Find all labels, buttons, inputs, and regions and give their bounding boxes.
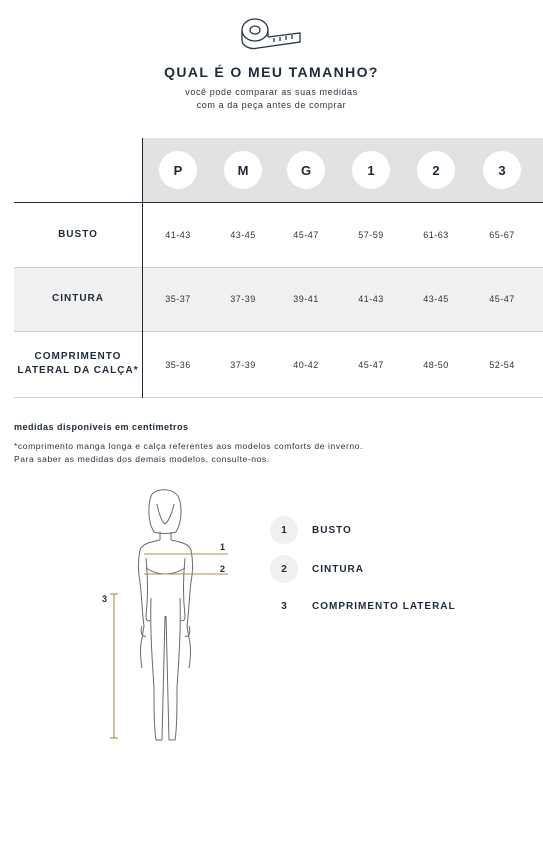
- row-label-busto: BUSTO: [58, 229, 98, 240]
- notes: [14, 422, 534, 466]
- legend-number: 1: [270, 516, 298, 544]
- body-figure-illustration: [96, 488, 246, 750]
- subtitle-line-2: com a da peça antes de comprar: [196, 100, 347, 110]
- page-title: QUAL É O MEU TAMANHO?: [164, 64, 379, 80]
- table-header-divider: [14, 202, 543, 203]
- bust-marker: 1: [220, 542, 226, 552]
- table-cell: 37-39: [230, 294, 256, 304]
- size-header-3: 3: [483, 151, 521, 189]
- size-header-p: P: [159, 151, 197, 189]
- page-subtitle: [0, 86, 543, 112]
- table-cell: 37-39: [230, 360, 256, 370]
- legend-label: COMPRIMENTO LATERAL: [312, 600, 456, 612]
- table-cell: 45-47: [489, 294, 515, 304]
- row-label-comprimento: [14, 350, 142, 378]
- legend-label: CINTURA: [312, 563, 364, 575]
- size-header-g: G: [287, 151, 325, 189]
- waist-marker: 2: [220, 564, 226, 574]
- row-label-cintura: CINTURA: [52, 293, 104, 304]
- legend-item-cintura: [270, 555, 364, 583]
- table-cell: 39-41: [293, 294, 319, 304]
- table-cell: 52-54: [489, 360, 515, 370]
- subtitle-line-1: você pode comparar as suas medidas: [185, 87, 358, 97]
- size-header-m: M: [224, 151, 262, 189]
- notes-text: [14, 440, 534, 466]
- row-label-line-2: LATERAL DA CALÇA*: [17, 365, 139, 376]
- notes-title: medidas disponiveis em centimetros: [14, 422, 189, 432]
- table-cell: 65-67: [489, 230, 515, 240]
- legend-label: BUSTO: [312, 524, 352, 536]
- table-cell: 40-42: [293, 360, 319, 370]
- table-cell: 35-36: [165, 360, 191, 370]
- table-row-cintura: [14, 268, 543, 332]
- notes-line-1: *comprimento manga longa e calça referentes aos modelos comforts de inverno.: [14, 441, 363, 451]
- table-cell: 41-43: [165, 230, 191, 240]
- measuring-tape-icon: [238, 16, 304, 52]
- table-column-divider: [142, 138, 143, 398]
- table-cell: 43-45: [230, 230, 256, 240]
- table-cell: 48-50: [423, 360, 449, 370]
- legend-item-busto: [270, 516, 352, 544]
- table-cell: 35-37: [165, 294, 191, 304]
- table-cell: 45-47: [358, 360, 384, 370]
- table-cell: 43-45: [423, 294, 449, 304]
- legend-number: 3: [281, 600, 287, 612]
- legend-number: 2: [270, 555, 298, 583]
- table-cell: 41-43: [358, 294, 384, 304]
- row-label-line-1: COMPRIMENTO: [34, 351, 122, 362]
- size-header-2: 2: [417, 151, 455, 189]
- table-row-busto: [14, 203, 543, 268]
- notes-line-2: Para saber as medidas dos demais modelos, consulte-nos.: [14, 454, 270, 464]
- table-row-comprimento: [14, 332, 543, 398]
- table-cell: 57-59: [358, 230, 384, 240]
- length-marker: 3: [102, 594, 108, 604]
- table-cell: 61-63: [423, 230, 449, 240]
- table-cell: 45-47: [293, 230, 319, 240]
- legend-item-comprimento: [270, 592, 456, 620]
- size-header-1: 1: [352, 151, 390, 189]
- size-table: [14, 138, 543, 398]
